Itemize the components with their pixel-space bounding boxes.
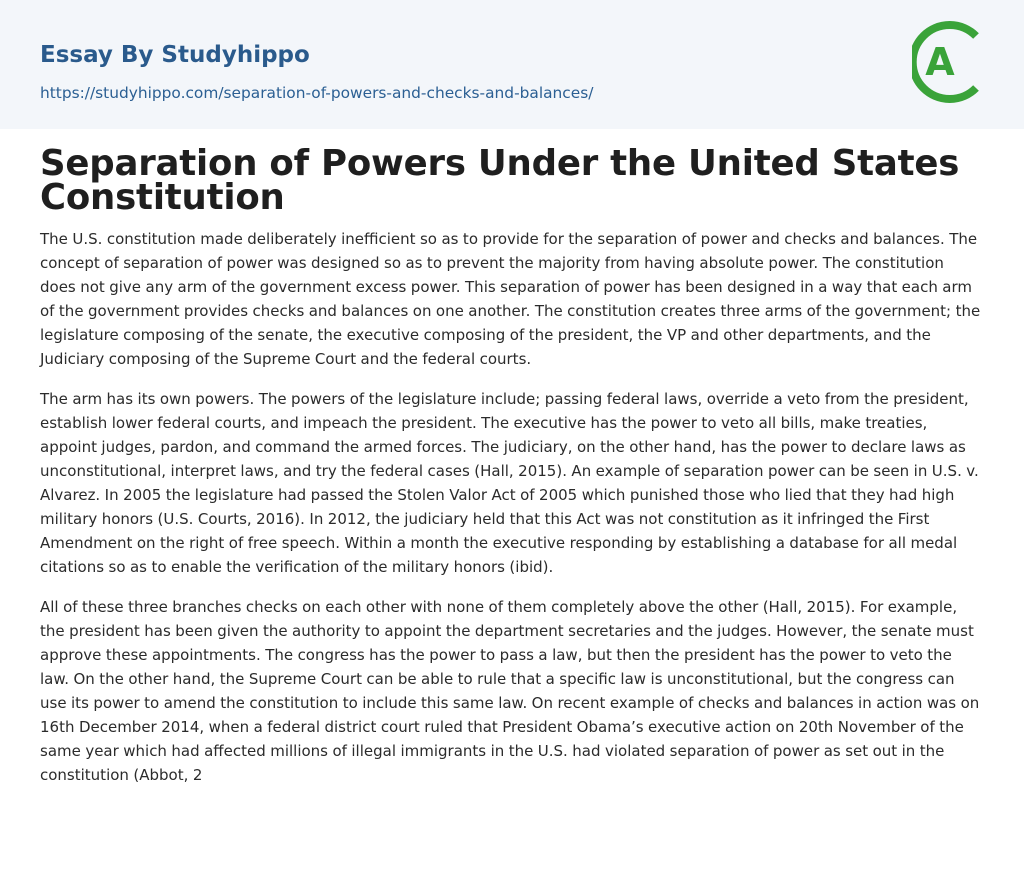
site-header <box>0 0 1024 129</box>
brand-title: Essay By Studyhippo <box>40 42 310 68</box>
source-url-link[interactable]: https://studyhippo.com/separation-of-powers-and-checks-and-balances/ <box>40 84 594 102</box>
article-title: Separation of Powers Under the United States Constitution <box>40 143 960 218</box>
article <box>0 143 1024 787</box>
studyhippo-logo-icon[interactable] <box>912 18 986 106</box>
article-paragraph-3: All of these three branches checks on each other with none of them completely above the other (Hall, 2015). For example, the president has been given the authority to appoint the department secretaries and the judges. However, the senate must approve these appointments. The congress has the power to pass a law, but then the president has the power to veto the law. On the other hand, the Supreme Court can be able to rule that a specific law is unconstitutional, but the congress can use its power to amend the constitution to include this same law. On recent example of checks and balances in action was on 16th December 2014, when a federal district court ruled that President Obama’s executive action on 20th November of the same year which had affected millions of illegal immigrants in the U.S. had violated separation of power as set out in the constitution (Abbot, 2 <box>40 598 980 784</box>
article-paragraph-1: The U.S. constitution made deliberately inefficient so as to provide for the separation of power and checks and balances. The concept of separation of power was designed so as to prevent the majority from having absolute power. The constitution does not give any arm of the government excess power. This separation of power has been designed in a way that each arm of the government provides checks and balances on one another. The constitution creates three arms of the government; the legislature composing of the senate, the executive composing of the president, the VP and other departments, and the Judiciary composing of the Supreme Court and the federal courts. <box>40 230 981 368</box>
logo-letter: A <box>925 40 955 84</box>
article-paragraph-2: The arm has its own powers. The powers of the legislature include; passing federal laws, override a veto from the president, establish lower federal courts, and impeach the president. The executive has the power to veto all bills, make treaties, appoint judges, pardon, and command the armed forces. The judiciary, on the other hand, has the power to declare laws as unconstitutional, interpret laws, and try the federal cases (Hall, 2015). An example of separation power can be seen in U.S. v. Alvarez. In 2005 the legislature had passed the Stolen Valor Act of 2005 which punished those who lied that they had high military honors (U.S. Courts, 2016). In 2012, the judiciary held that this Act was not constitution as it infringed the First Amendment on the right of free speech. Within a month the executive responding by establishing a database for all medal citations so as to enable the verification of the military honors (ibid). <box>40 390 979 576</box>
